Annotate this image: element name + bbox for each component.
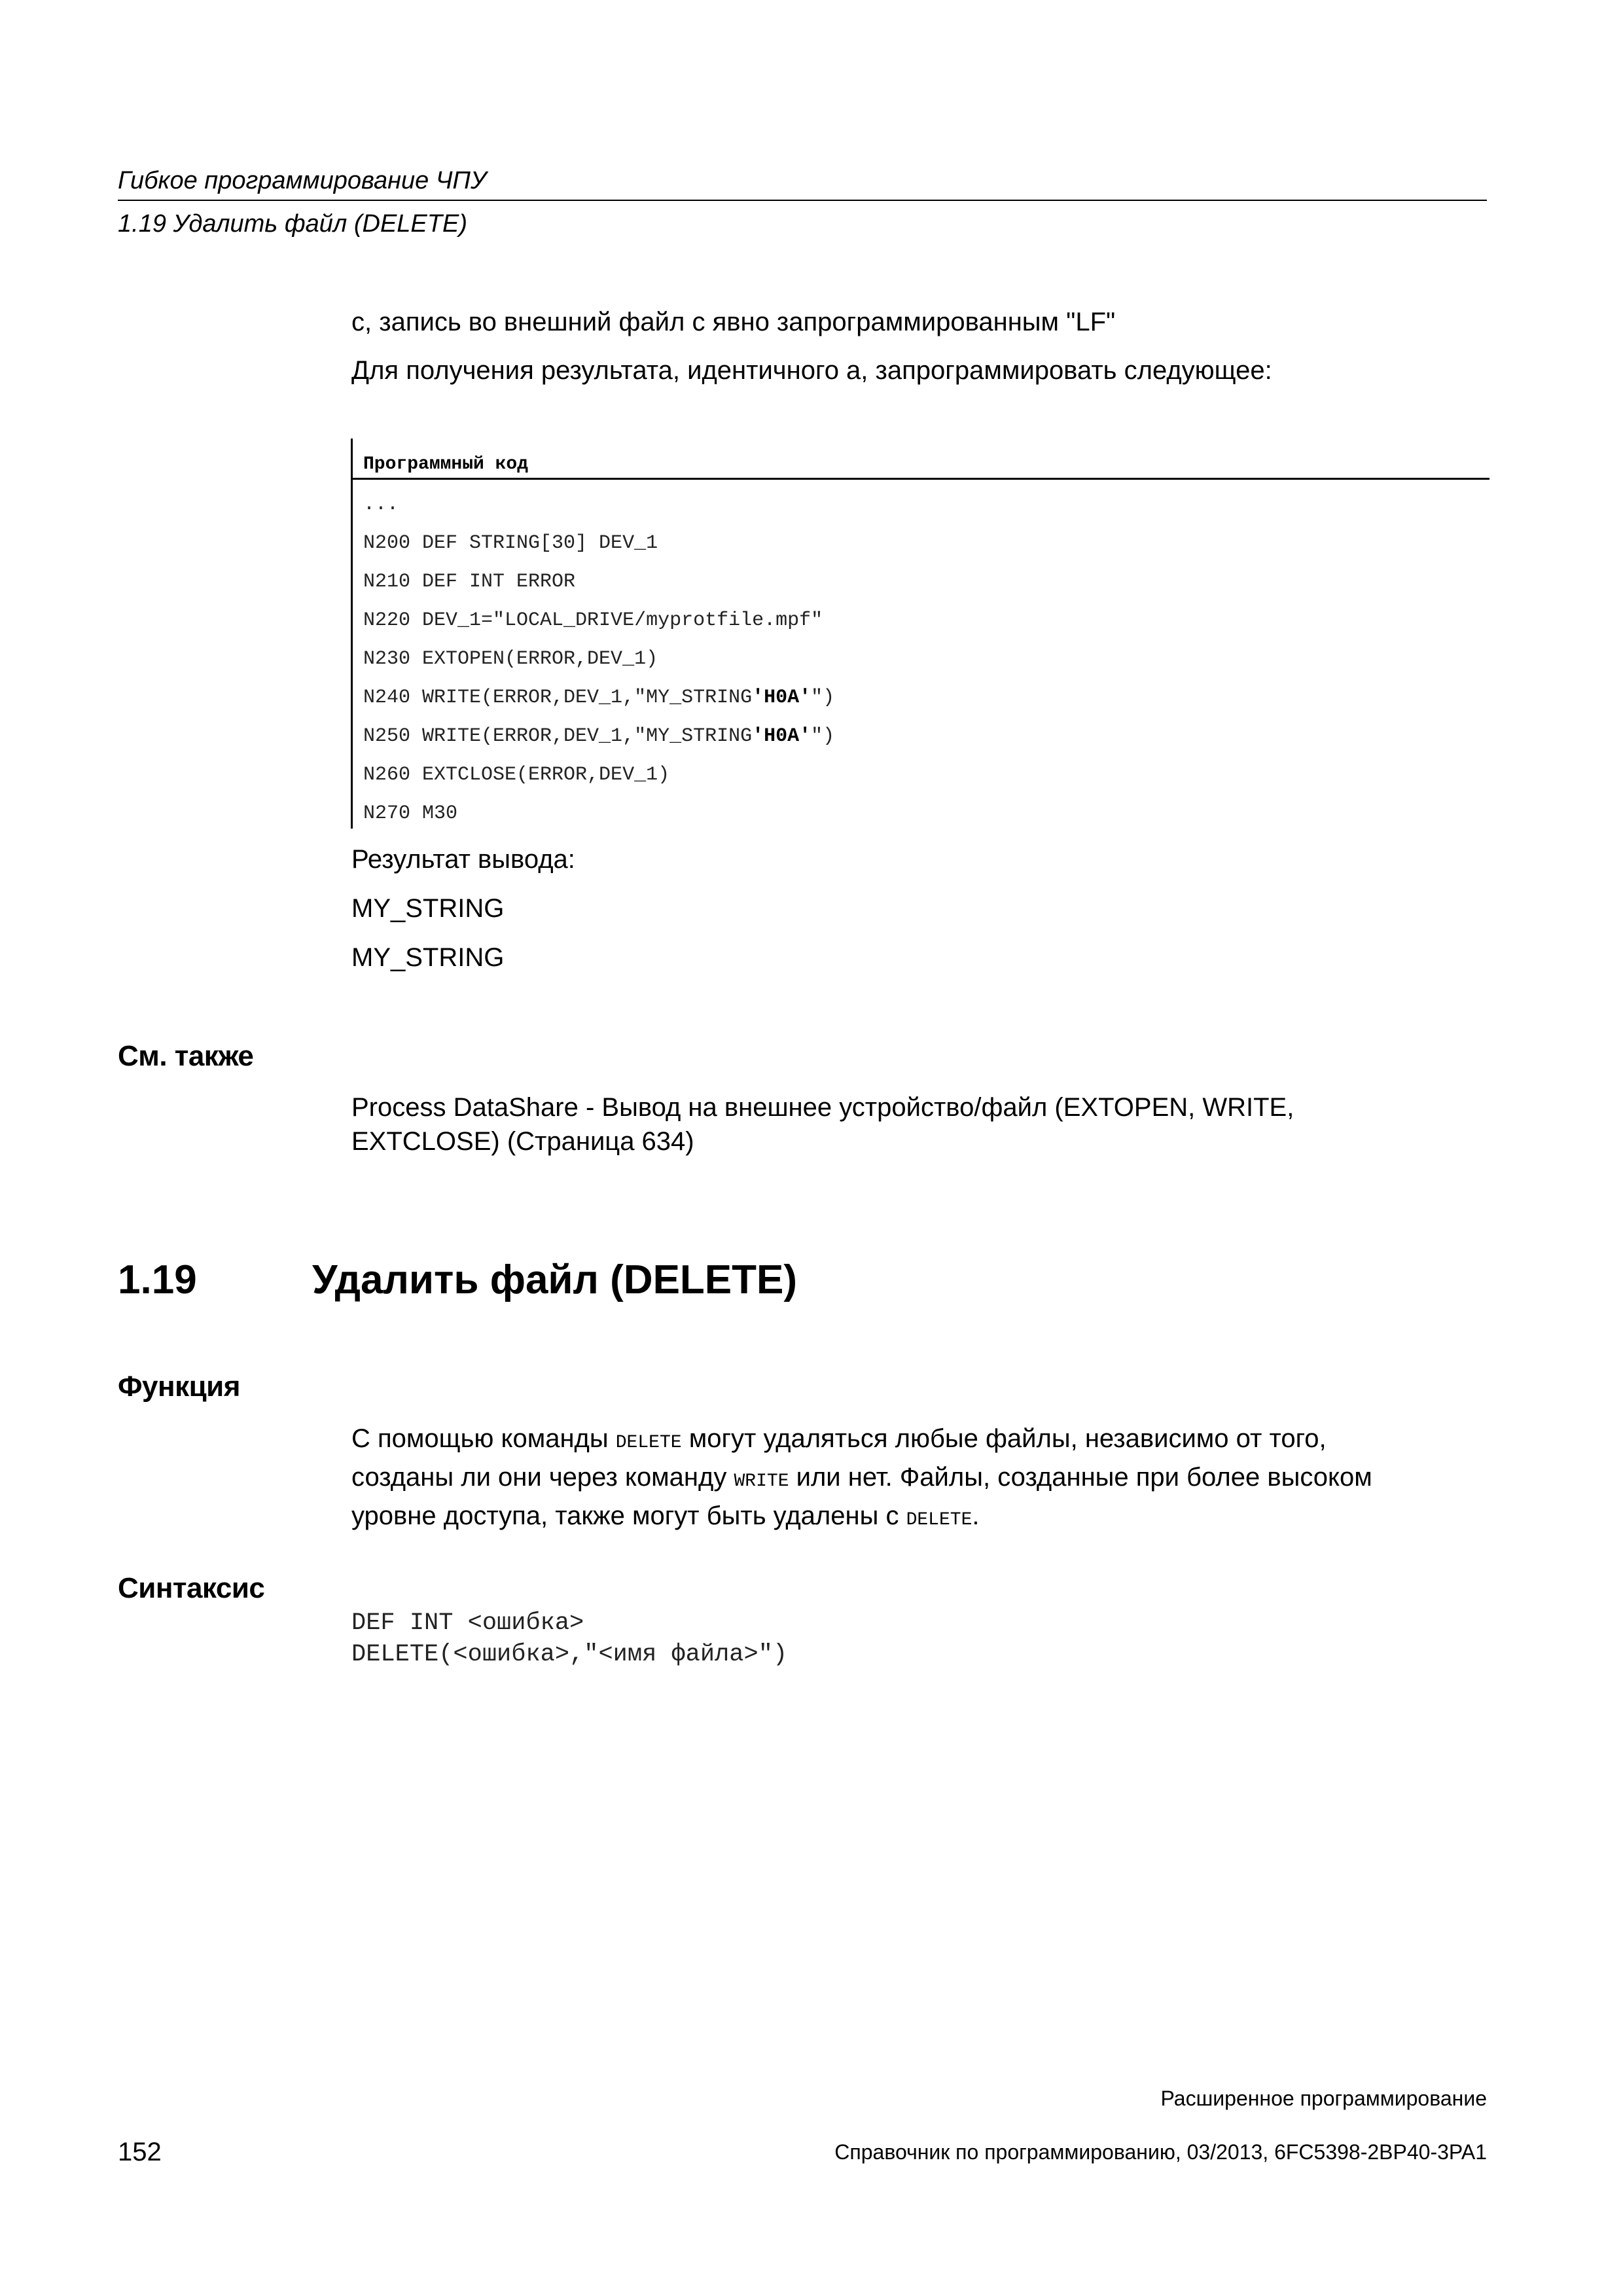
running-header-section: 1.19 Удалить файл (DELETE) xyxy=(118,210,467,238)
page-number: 152 xyxy=(118,2138,162,2166)
code-line: N240 WRITE(ERROR,DEV_1,"MY_STRING'H0A'") xyxy=(363,687,835,709)
function-paragraph xyxy=(351,1422,1490,1537)
code-line: N210 DEF INT ERROR xyxy=(363,571,576,593)
code-line: N200 DEF STRING[30] DEV_1 xyxy=(363,532,658,554)
code-table-rule xyxy=(353,478,1489,480)
intro-line-1: с, запись во внешний файл с явно запрограммированным "LF" xyxy=(351,308,1116,336)
function-heading: Функция xyxy=(118,1371,240,1403)
function-line-1: С помощью команды DELETE могут удаляться любые файлы, независимо от того, xyxy=(351,1424,1327,1453)
code-line: N270 M30 xyxy=(363,802,458,825)
section-title: Удалить файл (DELETE) xyxy=(312,1257,798,1302)
code-line: N250 WRITE(ERROR,DEV_1,"MY_STRING'H0A'") xyxy=(363,725,835,747)
section-number: 1.19 xyxy=(118,1257,197,1302)
footer-reference: Справочник по программированию, 03/2013, 6FC5398-2BP40-3PA1 xyxy=(834,2140,1487,2164)
inline-code-delete: DELETE xyxy=(615,1433,682,1453)
syntax-heading: Синтаксис xyxy=(118,1572,265,1604)
code-lines xyxy=(363,486,834,833)
code-table-header: Программный код xyxy=(363,454,529,475)
function-line-3: уровне доступа, также могут быть удалены с DELETE. xyxy=(351,1501,980,1530)
function-line-2: созданы ли они через команду WRITE или нет. Файлы, созданные при более высоком xyxy=(351,1463,1372,1492)
see-also-link-line-1[interactable]: Process DataShare - Вывод на внешнее устройство/файл (EXTOPEN, WRITE, xyxy=(351,1093,1294,1122)
code-table xyxy=(351,439,1489,829)
code-line: N230 EXTOPEN(ERROR,DEV_1) xyxy=(363,648,658,670)
syntax-line-2: DELETE(<ошибка>,"<имя файла>") xyxy=(351,1641,788,1668)
output-label: Результат вывода: xyxy=(351,845,575,874)
running-header-title: Гибкое программирование ЧПУ xyxy=(118,167,487,194)
see-also-link-line-2[interactable]: EXTCLOSE) (Страница 634) xyxy=(351,1127,694,1156)
syntax-line-1: DEF INT <ошибка> xyxy=(351,1609,584,1637)
output-line-1: MY_STRING xyxy=(351,894,505,923)
output-line-2: MY_STRING xyxy=(351,943,505,972)
intro-line-2: Для получения результата, идентичного а, запрограммировать следующее: xyxy=(351,356,1272,385)
inline-code-delete: DELETE xyxy=(906,1510,972,1530)
code-line: N220 DEV_1="LOCAL_DRIVE/myprotfile.mpf" xyxy=(363,609,823,632)
inline-code-write: WRITE xyxy=(734,1471,789,1492)
code-line: N260 EXTCLOSE(ERROR,DEV_1) xyxy=(363,764,670,786)
header-rule xyxy=(118,200,1487,201)
see-also-heading: См. также xyxy=(118,1040,254,1072)
footer-book-title: Расширенное программирование xyxy=(1160,2087,1487,2110)
code-line: ... xyxy=(363,493,399,516)
